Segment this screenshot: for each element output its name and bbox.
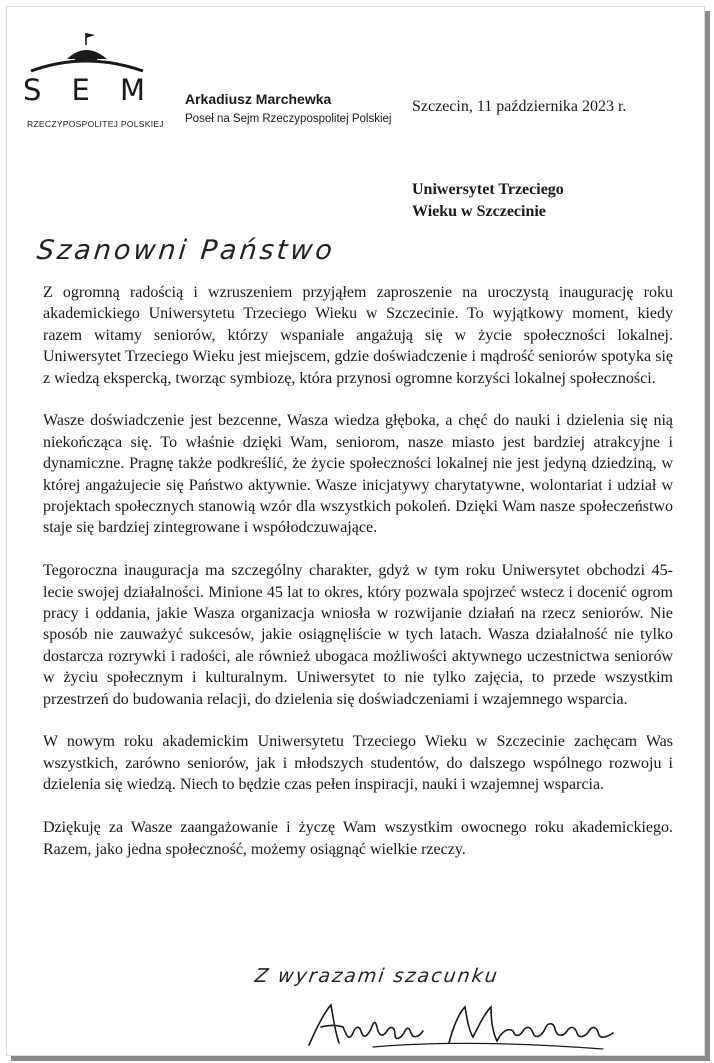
handwritten-signature	[303, 997, 623, 1057]
handwritten-greeting: Szanowni Państwo	[35, 235, 337, 266]
body-paragraph: Z ogromną radością i wzruszeniem przyjąłem zaproszenie na uroczystą inaugurację roku akademickiego Uniwersytetu Trzeciego Wieku w Szczecinie. To wyjątkowy moment, kiedy razem witamy seniorów, którzy wspaniale angażują się w życie społeczności lokalnej. Uniwersytet Trzeciego Wieku jest miejscem, gdzie doświadczenie i mądrość seniorów spotyka się z wiedzą ekspercką, tworząc symbiozę, która przynosi ogromne korzyści lokalnej społeczności.	[43, 284, 673, 387]
sender-title: Poseł na Sejm Rzeczypospolitej Polskiej	[185, 113, 392, 125]
logo-letter: E	[71, 73, 92, 107]
recipient-address	[412, 179, 564, 223]
sender-name: Arkadiusz Marchewka	[185, 91, 332, 107]
logo-wordmark	[23, 73, 147, 107]
recipient-line: Uniwersytet Trzeciego	[412, 181, 564, 198]
letter-page	[6, 6, 705, 1056]
handwritten-closing: Z wyrazami szacunku	[253, 965, 501, 987]
logo-letter: S	[23, 73, 44, 107]
body-paragraph: Tegoroczna inauguracja ma szczególny charakter, gdyż w tym roku Uniwersytet obchodzi 45-lecie swojej działalności. Minione 45 lat to okres, który pozwala spojrzeć wstecz i docenić ogrom pracy i oddania, jakie Wasza organizacja wniosła w rozwijanie działań na rzecz seniorów. Nie sposób nie zauważyć sukcesów, jakie osiągnęliście w tych latach. Wasza działalność nie tylko dostarcza rozrywki i radości, ale również ubogaca możliwości aktywnego uczestnictwa seniorów w życiu społecznym i kulturalnym. Uniwersytet to nie tylko zajęcia, to przede wszystkim przestrzeń do budowania relacji, do dzielenia się doświadczeniami i wzajemnego wsparcia.	[43, 562, 673, 708]
sejm-dome-icon	[23, 29, 153, 73]
recipient-line: Wieku w Szczecinie	[412, 203, 546, 220]
body-paragraph: Wasze doświadczenie jest bezcenne, Wasza wiedza głęboka, a chęć do nauki i dzielenia się nią niekończąca się. To właśnie dzięki Wam, seniorom, nasze miasto jest bardziej atrakcyjne i dynamiczne. Pragnę także podkreślić, że życie społeczności lokalnej nie jest jedyną dziedziną, w której angażujecie się Państwo aktywnie. Wasze inicjatywy charytatywne, wolontariat i udział w projektach społecznych stanowią wzór dla wszystkich pokoleń. Dzięki Wam nasze społeczeństwo staje się bardziej zintegrowane i współodczuwające.	[43, 412, 673, 537]
body-paragraph: W nowym roku akademickim Uniwersytetu Trzeciego Wieku w Szczecinie zachęcam Was wszystkich, zarówno seniorów, jak i młodszych studentów, do dalszego wspólnego rozwoju i dzielenia się wiedzą. Niech to będzie czas pełen inspiracji, nauki i wzajemnej wsparcia.	[43, 733, 673, 794]
logo-subtitle: RZECZYPOSPOLITEJ POLSKIEJ	[27, 119, 164, 129]
letter-body	[43, 282, 673, 881]
body-paragraph: Dziękuję za Wasze zaangażowanie i życzę Wam wszystkim owocnego roku akademickiego. Razem, jako jedna społeczność, możemy osiągnąć wielkie rzeczy.	[43, 819, 673, 858]
logo-letter: M	[119, 73, 147, 107]
sejm-logo	[23, 29, 164, 129]
place-date: Szczecin, 11 października 2023 r.	[412, 98, 627, 115]
